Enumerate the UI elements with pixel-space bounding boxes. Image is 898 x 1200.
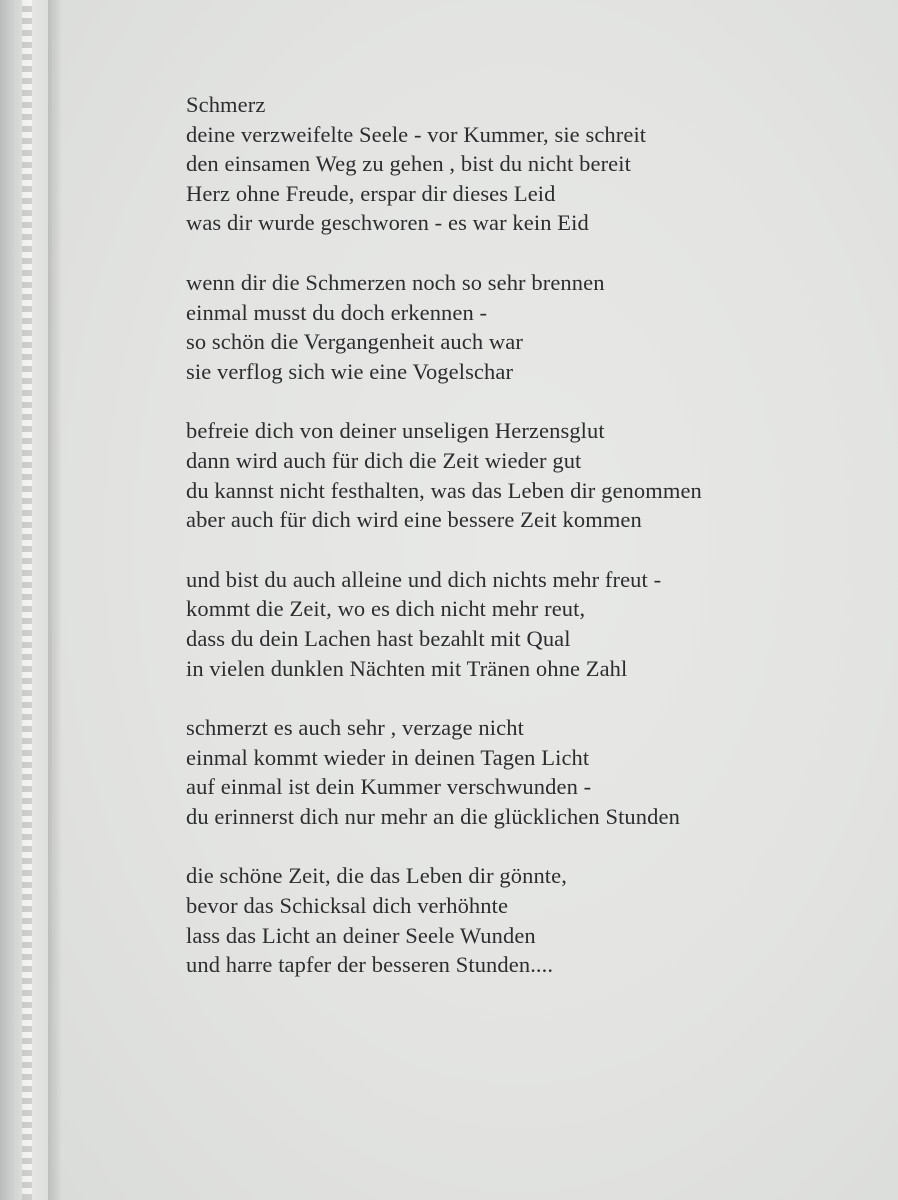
poem-line: auf einmal ist dein Kummer verschwunden - xyxy=(186,774,592,800)
poem-line: Herz ohne Freude, erspar dir dieses Leid xyxy=(186,180,556,206)
poem-line: die schöne Zeit, die das Leben dir gönnte, xyxy=(186,863,567,889)
sleeve-shadow xyxy=(48,0,62,1200)
poem-line: befreie dich von deiner unseligen Herzensglut xyxy=(186,418,605,444)
poem-line: wenn dir die Schmerzen noch so sehr brennen xyxy=(186,269,605,295)
poem-line: aber auch für dich wird eine bessere Zeit kommen xyxy=(186,507,642,533)
poem-stanza-2 xyxy=(186,268,886,386)
poem-line: und bist du auch alleine und dich nichts mehr freut - xyxy=(186,566,662,592)
sleeve-perforation xyxy=(22,0,32,1200)
poem-stanza-4 xyxy=(186,565,886,683)
poem-line: dann wird auch für dich die Zeit wieder gut xyxy=(186,447,582,473)
poem-line: den einsamen Weg zu gehen , bist du nicht bereit xyxy=(186,151,631,177)
poem-stanza-5 xyxy=(186,713,886,831)
poem-line: du erinnerst dich nur mehr an die glücklichen Stunden xyxy=(186,803,680,829)
poem-line: du kannst nicht festhalten, was das Leben dir genommen xyxy=(186,477,702,503)
poem-stanza-1 xyxy=(186,90,886,238)
poem-line: einmal kommt wieder in deinen Tagen Licht xyxy=(186,744,590,770)
paper-page xyxy=(54,0,898,1200)
poem-line: was dir wurde geschworen - es war kein Eid xyxy=(186,210,589,236)
poem-line: dass du dein Lachen hast bezahlt mit Qual xyxy=(186,625,571,651)
poem-line: und harre tapfer der besseren Stunden.... xyxy=(186,952,554,978)
poem-stanza-3 xyxy=(186,416,886,534)
poem-line: einmal musst du doch erkennen - xyxy=(186,299,488,325)
poem-line: so schön die Vergangenheit auch war xyxy=(186,329,523,355)
poem-line: sie verflog sich wie eine Vogelschar xyxy=(186,358,514,384)
poem-text-block xyxy=(186,90,886,1010)
poem-title: Schmerz xyxy=(186,92,266,117)
poem-stanza-6 xyxy=(186,861,886,979)
poem-line: kommt die Zeit, wo es dich nicht mehr reut, xyxy=(186,596,586,622)
poem-line: lass das Licht an deiner Seele Wunden xyxy=(186,922,536,948)
poem-line: deine verzweifelte Seele - vor Kummer, sie schreit xyxy=(186,121,647,147)
poem-line: bevor das Schicksal dich verhöhnte xyxy=(186,893,509,919)
poem-line: in vielen dunklen Nächten mit Tränen ohne Zahl xyxy=(186,655,628,681)
poem-line: schmerzt es auch sehr , verzage nicht xyxy=(186,715,524,741)
